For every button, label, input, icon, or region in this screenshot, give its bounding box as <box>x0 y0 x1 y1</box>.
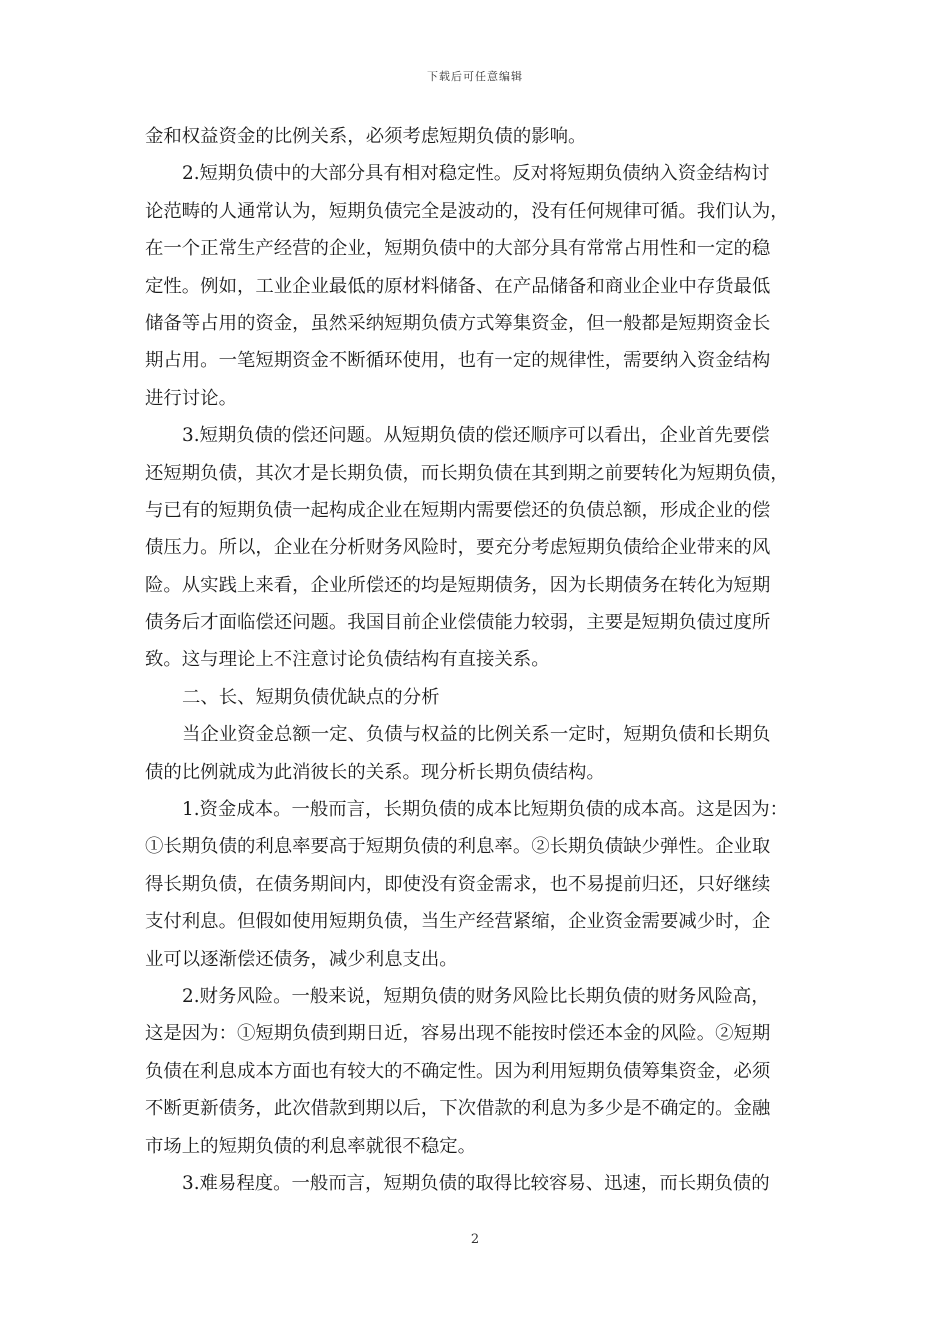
text-line: 债压力。所以，企业在分析财务风险时，要充分考虑短期负债给企业带来的风 <box>145 537 771 559</box>
text-line: 3.难易程度。一般而言，短期负债的取得比较容易、迅速，而长期负债的 <box>182 1172 770 1194</box>
text-line: 这是因为：①短期负债到期日近，容易出现不能按时偿还本金的风险。②短期 <box>145 1023 771 1045</box>
text-line: 致。这与理论上不注意讨论负债结构有直接关系。 <box>145 649 550 671</box>
text-line: 还短期负债，其次才是长期负债，而长期负债在其到期之前要转化为短期负债， <box>145 462 789 484</box>
text-line: ①长期负债的利息率要高于短期负债的利息率。②长期负债缺少弹性。企业取 <box>145 836 771 858</box>
text-line: 得长期负债，在债务期间内，即使没有资金需求，也不易提前归还，只好继续 <box>145 873 771 895</box>
page-header: 下载后可任意编辑 <box>427 70 523 83</box>
text-line: 进行讨论。 <box>145 387 237 409</box>
text-line: 不断更新债务，此次借款到期以后，下次借款的利息为多少是不确定的。金融 <box>145 1098 771 1120</box>
text-line: 支付利息。但假如使用短期负债，当生产经营紧缩，企业资金需要减少时，企 <box>145 911 771 933</box>
text-line: 金和权益资金的比例关系，必须考虑短期负债的影响。 <box>145 126 587 147</box>
text-line: 市场上的短期负债的利息率就很不稳定。 <box>145 1135 477 1157</box>
text-line: 2.财务风险。一般来说，短期负债的财务风险比长期负债的财务风险高， <box>182 985 770 1007</box>
text-line: 负债在利息成本方面也有较大的不确定性。因为利用短期负债筹集资金，必须 <box>145 1060 771 1082</box>
text-line: 当企业资金总额一定、负债与权益的比例关系一定时，短期负债和长期负 <box>182 724 771 746</box>
text-line: 债务后才面临偿还问题。我国目前企业偿债能力较弱，主要是短期负债过度所 <box>145 612 771 634</box>
text-line: 业可以逐渐偿还债务，减少利息支出。 <box>145 948 458 970</box>
document-body <box>145 118 805 1202</box>
text-line: 3.短期负债的偿还问题。从短期负债的偿还顺序可以看出，企业首先要偿 <box>182 425 770 447</box>
text-line: 1.资金成本。一般而言，长期负债的成本比短期负债的成本高。这是因为： <box>182 799 789 821</box>
page-number: 2 <box>470 1232 480 1247</box>
text-line: 在一个正常生产经营的企业，短期负债中的大部分具有常常占用性和一定的稳 <box>145 238 771 260</box>
text-line: 期占用。一笔短期资金不断循环使用，也有一定的规律性，需要纳入资金结构 <box>145 350 771 372</box>
text-line: 2.短期负债中的大部分具有相对稳定性。反对将短期负债纳入资金结构讨 <box>182 163 770 185</box>
text-line: 债的比例就成为此消彼长的关系。现分析长期负债结构。 <box>145 761 605 783</box>
section-heading: 二、长、短期负债优缺点的分析 <box>182 686 440 708</box>
text-line: 与已有的短期负债一起构成企业在短期内需要偿还的负债总额，形成企业的偿 <box>145 499 771 521</box>
text-line: 论范畴的人通常认为，短期负债完全是波动的，没有任何规律可循。我们认为， <box>145 200 789 222</box>
text-line: 险。从实践上来看，企业所偿还的均是短期债务，因为长期债务在转化为短期 <box>145 574 771 596</box>
text-line: 储备等占用的资金，虽然采纳短期负债方式筹集资金，但一般都是短期资金长 <box>145 312 771 334</box>
text-line: 定性。例如，工业企业最低的原材料储备、在产品储备和商业企业中存货最低 <box>145 275 771 297</box>
